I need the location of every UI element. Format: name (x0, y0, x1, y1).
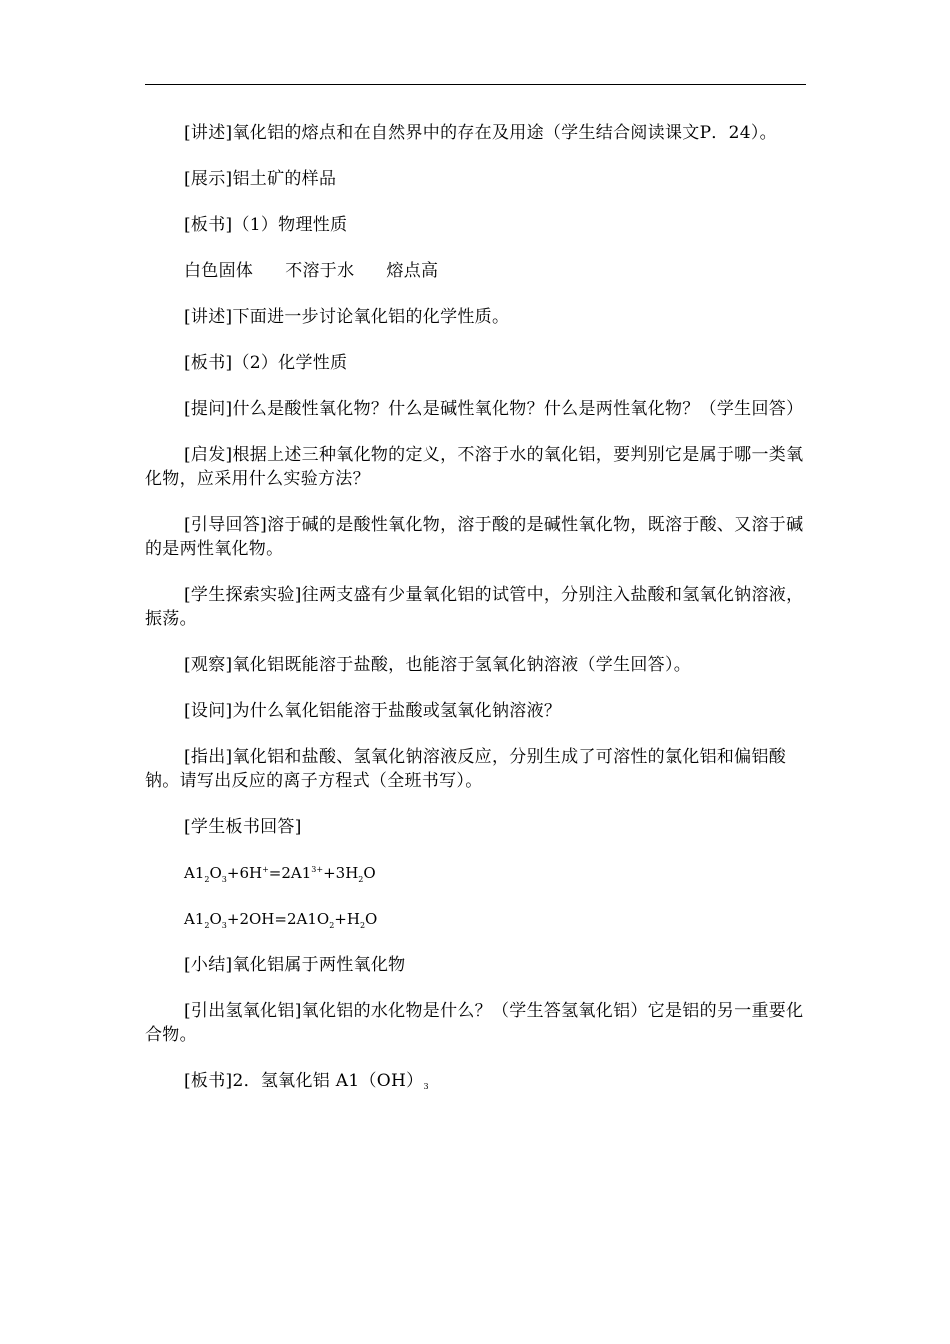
paragraph-properties (145, 259, 807, 283)
paragraph-guided-answer: [引导回答]溶于碱的是酸性氧化物，溶于酸的是碱性氧化物，既溶于酸、又溶于碱的是两性氧化物。 (145, 515, 804, 559)
property-2: 不溶于水 (285, 261, 355, 281)
property-1: 白色固体 (184, 261, 254, 281)
paragraph-display: [展示]铝土矿的样品 (184, 169, 337, 189)
paragraph-lecture-1: [讲述]氧化铝的熔点和在自然界中的存在及用途（学生结合阅读课文P．24）。 (184, 123, 777, 143)
formula-acid-reaction: $A1_2O_3+6H^+=2A1^{3+}+3H_2O$ (184, 864, 376, 884)
paragraph-board-hydroxide: [板书]2．氢氧化铝 A1（OH）3 (184, 1071, 429, 1091)
paragraph-observe: [观察]氧化铝既能溶于盐酸，也能溶于氢氧化钠溶液（学生回答）。 (184, 655, 692, 675)
paragraph-question: [提问]什么是酸性氧化物？什么是碱性氧化物？什么是两性氧化物？（学生回答） (184, 399, 804, 419)
paragraph-point-out: [指出]氧化铝和盐酸、氢氧化钠溶液反应，分别生成了可溶性的氯化铝和偏铝酸钠。请写出反应的离子方程式（全班书写）。 (145, 747, 787, 791)
paragraph-experiment: [学生探索实验]往两支盛有少量氧化铝的试管中，分别注入盐酸和氢氧化钠溶液，振荡。 (145, 585, 804, 629)
paragraph-introduce-hydroxide: [引出氢氧化铝]氧化铝的水化物是什么？（学生答氢氧化铝）它是铝的另一重要化合物。 (145, 1001, 804, 1045)
header-rule (145, 84, 806, 85)
document-body (145, 121, 807, 1121)
paragraph-board-physical: [板书]（1）物理性质 (184, 215, 348, 235)
paragraph-student-board: [学生板书回答] (184, 817, 302, 837)
paragraph-board-chemical: [板书]（2）化学性质 (184, 353, 348, 373)
formula-base-reaction: $A1_2O_3+2OH=2A1O_2+H_2O$ (184, 910, 378, 930)
paragraph-lecture-2: [讲述]下面进一步讨论氧化铝的化学性质。 (184, 307, 510, 327)
property-3: 熔点高 (386, 261, 439, 281)
paragraph-inspire: [启发]根据上述三种氧化物的定义，不溶于水的氧化铝，要判别它是属于哪一类氧化物，应采用什么实验方法？ (145, 445, 804, 489)
paragraph-summary: [小结]氧化铝属于两性氧化物 (184, 955, 406, 975)
paragraph-ask: [设问]为什么氧化铝能溶于盐酸或氢氧化钠溶液？ (184, 701, 562, 721)
